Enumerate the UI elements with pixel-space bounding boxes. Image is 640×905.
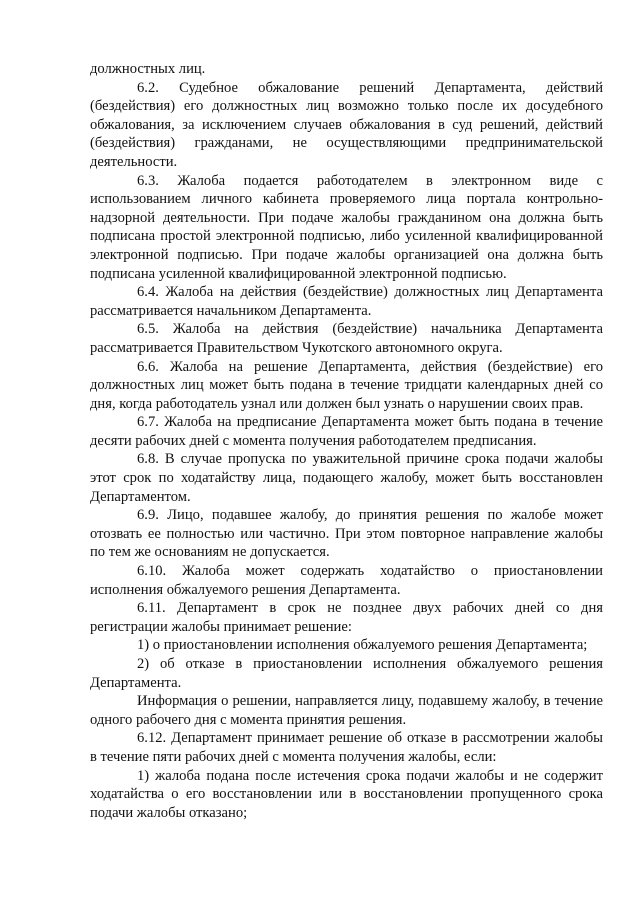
- paragraph-6-12: 6.12. Департамент принимает решение об отказе в рассмотрении жалобы в течение пяти рабочих дней с момента получения жалобы, если:: [90, 730, 603, 765]
- paragraph-6-5: 6.5. Жалоба на действия (бездействие) начальника Департамента рассматривается Правительством Чукотского автономного округа.: [90, 321, 603, 356]
- paragraph-6-8: 6.8. В случае пропуска по уважительной причине срока подачи жалобы этот срок по ходатайству лица, подающего жалобу, может быть восстановлен Департаментом.: [90, 451, 603, 505]
- paragraph-6-12-item-1: 1) жалоба подана после истечения срока подачи жалобы и не содержит ходатайства о его восстановлении или в восстановлении пропущенного срока подачи жалобы отказано;: [90, 767, 603, 821]
- document-page: [90, 60, 603, 822]
- paragraph-6-11-info: Информация о решении, направляется лицу, подавшему жалобу, в течение одного рабочего дня с момента принятия решения.: [90, 693, 603, 728]
- paragraph-6-3: 6.3. Жалоба подается работодателем в электронном виде с использованием личного кабинета проверяемого лица портала контрольно-надзорной деятельности. При подаче жалобы гражданином она должна быть подписана простой электронной подписью, либо усиленной квалифицированной электронной подписью. При подаче жалобы организацией она должна быть подписана усиленной квалифицированной электронной подписью.: [90, 172, 603, 282]
- paragraph-6-10: 6.10. Жалоба может содержать ходатайство о приостановлении исполнения обжалуемого решения Департамента.: [90, 563, 603, 598]
- paragraph-continuation: должностных лиц.: [90, 61, 206, 77]
- paragraph-6-9: 6.9. Лицо, подавшее жалобу, до принятия решения по жалобе может отозвать ее полностью или частично. При этом повторное направление жалобы по тем же основаниям не допускается.: [90, 507, 603, 561]
- paragraph-6-7: 6.7. Жалоба на предписание Департамента может быть подана в течение десяти рабочих дней с момента получения работодателем предписания.: [90, 414, 603, 449]
- paragraph-6-4: 6.4. Жалоба на действия (бездействие) должностных лиц Департамента рассматривается начальником Департамента.: [90, 284, 603, 319]
- paragraph-6-6: 6.6. Жалоба на решение Департамента, действия (бездействие) его должностных лиц может быть подана в течение тридцати календарных дней со дня, когда работодатель узнал или должен был узнать о нарушении своих прав.: [90, 358, 603, 412]
- paragraph-6-11: 6.11. Департамент в срок не позднее двух рабочих дней со дня регистрации жалобы принимает решение:: [90, 600, 603, 635]
- paragraph-6-2: 6.2. Судебное обжалование решений Департамента, действий (бездействия) его должностных лиц возможно только после их досудебного обжалования, за исключением случаев обжалования в суд решений, действий (бездействия) гражданами, не осуществляющими предпринимательской деятельности.: [90, 79, 603, 170]
- paragraph-6-11-item-2: 2) об отказе в приостановлении исполнения обжалуемого решения Департамента.: [90, 656, 603, 691]
- paragraph-6-11-item-1: 1) о приостановлении исполнения обжалуемого решения Департамента;: [137, 637, 588, 654]
